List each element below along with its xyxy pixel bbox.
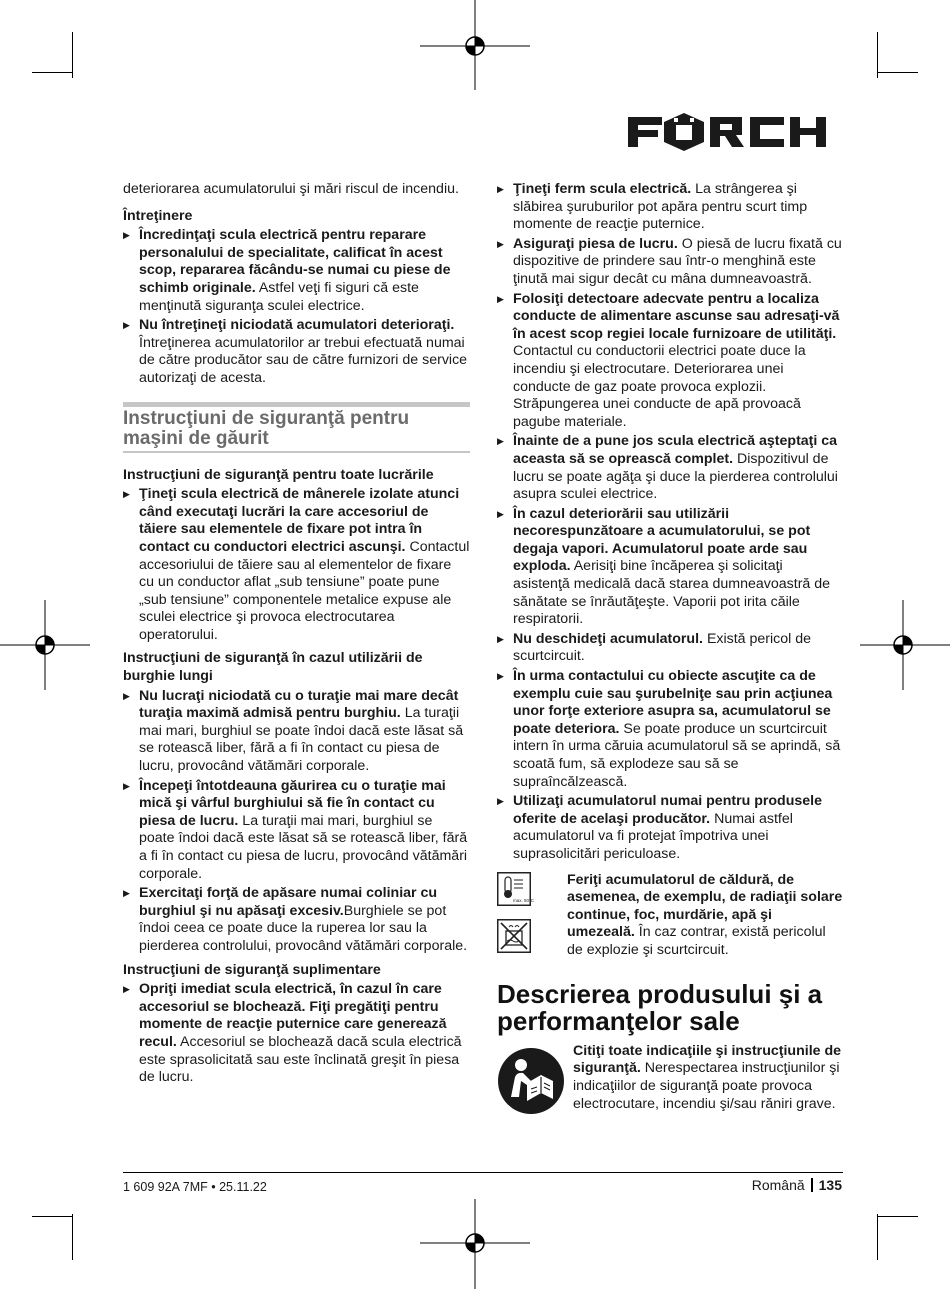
section-title: Instrucţiuni de siguranţă pentru maşini de găurit bbox=[123, 402, 470, 453]
list-item: ▶ Nu întreţineţi niciodată acumulatori deterioraţi. Întreţinerea acumulatorilor ar trebui efectuată numai de către producător sau de către furnizori de service autorizaţi de acesta. bbox=[123, 317, 470, 387]
all-works-heading: Instrucţiuni de siguranţă pentru toate lucrările bbox=[123, 466, 434, 483]
left-column bbox=[123, 181, 470, 1089]
read-manual-icon bbox=[497, 1047, 565, 1115]
registration-mark-icon bbox=[0, 600, 90, 690]
registration-mark-icon bbox=[420, 0, 530, 90]
list-item: ▶ Folosiţi detectoare adecvate pentru a localiza conducte de alimentare ascunse sau adresaţi-vă în acest scop regiei locale furnizoare de utilităţi. Contactul cu conductorii electrici poate duce la incendiu şi electrocutare. Deteriorarea unei conducte de gaz poate provoca explozii. Străpungerea unei conducte de apă provoacă pagube materiale. bbox=[497, 291, 843, 432]
list-item: ▶ Începeţi întotdeauna găurirea cu o turaţie mai mică şi vârful burghiului să fie în contact cu piesa de lucru. La turaţii mai mari, burghiul se poate îndoi dacă este lăsat să se rotească liber, fără a fi în contact cu piesa de lucru, provocând vătămări corporale. bbox=[123, 778, 470, 884]
additional-heading: Instrucţiuni de siguranţă suplimentare bbox=[123, 961, 381, 978]
warning-text: Feriţi acumulatorul de căldură, de asemenea, de exemplu, de radiaţii solare continue, foc, murdărie, apă şi umezeală. În caz contrar, există pericolul de explozie şi scurtcircuit. bbox=[567, 871, 843, 958]
intro-text: deteriorarea acumulatorului şi mări riscul de incendiu. bbox=[123, 181, 459, 197]
list-item: ▶ În urma contactului cu obiecte ascuţite ca de exemplu cuie sau şurubelniţe sau prin acţiunea unor forţe exteriore asupra sa, acumulatorul se poate deteriora. Se poate produce un scurtcircuit intern în urma căruia acumulatorul să se aprindă, să scoată fum, să explodeze sau să se supraîncălzească. bbox=[497, 668, 843, 791]
crop-mark bbox=[877, 1214, 878, 1260]
page-footer bbox=[752, 1177, 842, 1195]
right-column bbox=[497, 181, 843, 1117]
long-bits-heading: Instrucţiuni de siguranţă în cazul utilizării de burghie lungi bbox=[123, 650, 423, 685]
crop-mark bbox=[32, 1216, 72, 1217]
svg-text:max. 50°C: max. 50°C bbox=[513, 897, 535, 903]
footer-language: Română bbox=[751, 1177, 805, 1193]
maintenance-heading: Întreţinere bbox=[123, 207, 193, 224]
footer-separator bbox=[811, 1178, 813, 1192]
list-item: ▶ Nu lucraţi niciodată cu o turaţie mai mare decât turaţia maximă admisă pentru burghiu. La turaţii mai mari, burghiul se poate îndoi dacă este lăsat să se rotească liber, fără a fi în contact cu piesa de lucru, provocând vătămări corporale. bbox=[123, 688, 470, 776]
registration-mark-icon bbox=[420, 1199, 530, 1289]
battery-warning bbox=[497, 872, 843, 967]
temperature-limit-icon bbox=[497, 872, 535, 906]
crop-mark bbox=[878, 72, 918, 73]
footer-rule bbox=[123, 1172, 843, 1173]
registration-mark-icon bbox=[860, 600, 950, 690]
crop-mark bbox=[72, 32, 73, 78]
page-number: 135 bbox=[818, 1177, 842, 1193]
forch-logo bbox=[628, 113, 842, 151]
list-item: ▶ Ţineţi ferm scula electrică. La strângerea şi slăbirea şuruburilor pot apăra pentru scurt timp momente de reacţie puternice. bbox=[497, 181, 843, 234]
read-instructions-notice bbox=[497, 1043, 843, 1117]
crop-mark bbox=[32, 72, 72, 73]
list-item: ▶ Nu deschideţi acumulatorul. Există pericol de scurtcircuit. bbox=[497, 631, 843, 666]
list-item: ▶ În cazul deteriorării sau utilizării necorespunzătoare a acumulatorului, se pot degaja vapori. Acumulatorul poate arde sau exploda. Aerisiţi bine încăperea şi solicitaţi asistenţă medicală dacă starea dumneavoastră de sănătate se înrăutăţeşte. Vaporii pot irita căile respiratorii. bbox=[497, 506, 843, 629]
list-item: ▶ Opriţi imediat scula electrică, în cazul în care accesoriul se blochează. Fiţi pregătiţi pentru momente de reacţie puternice care generează recul. Accesoriul se blochează dacă scula electrică este sprasolicitată sau este înclinată greşit în piesa de lucru. bbox=[123, 981, 470, 1087]
document-code: 1 609 92A 7MF • 25.11.22 bbox=[123, 1180, 267, 1194]
crop-mark bbox=[72, 1214, 73, 1260]
read-instructions-text: Citiţi toate indicaţiile şi instrucţiunile de siguranţă. Nerespectarea instrucţiunilor şi indicaţiilor de siguranţă poate provoca electrocutare, incendiu şi/sau răniri grave. bbox=[573, 1042, 842, 1112]
list-item: ▶ Ţineţi scula electrică de mânerele izolate atunci când executaţi lucrări la care accesoriul de tăiere sau elementele de fixare pot intra în contact cu conductori electrici ascunşi. Contactul accesoriului de tăiere sau al elementelor de fixare cu un conductor aflat „sub tensiune” poate pune „sub tensiune” componentele metalice expuse ale sculei electrice şi provoca electrocutarea operatorului. bbox=[123, 486, 470, 644]
list-item: ▶ Încredinţaţi scula electrică pentru reparare personalului de specialitate, calificat în acest scop, repararea făcându-se numai cu piese de schimb originale. Astfel veţi fi siguri că este menţinută siguranţa sculei electrice. bbox=[123, 227, 470, 315]
list-item: ▶ Exercitaţi forţă de apăsare numai coliniar cu burghiul şi nu apăsaţi excesiv.Burghiele se pot îndoi ceea ce poate duce la ruperea lor sau la pierderea controlului, provocând vătămări corporale. bbox=[123, 885, 470, 955]
warning-icons bbox=[497, 872, 567, 967]
list-item: ▶ Asiguraţi piesa de lucru. O piesă de lucru fixată cu dispozitive de prindere sau într-o menghină este ţinută mai sigur decât cu mâna dumneavoastră. bbox=[497, 236, 843, 289]
no-water-icon bbox=[497, 919, 531, 953]
list-item: ▶ Utilizaţi acumulatorul numai pentru produsele oferite de acelaşi producător. Numai astfel acumulatorul va fi protejat împotriva unei suprasolicitări periculoase. bbox=[497, 793, 843, 863]
list-item: ▶ Înainte de a pune jos scula electrică aşteptaţi ca aceasta să se oprească complet. Dispozitivul de lucru se poate agăţa şi duce la pierderea controlului asupra sculei electrice. bbox=[497, 433, 843, 503]
product-description-title: Descrierea produsului şi a performanţelor sale bbox=[497, 978, 823, 1036]
crop-mark bbox=[878, 1216, 918, 1217]
